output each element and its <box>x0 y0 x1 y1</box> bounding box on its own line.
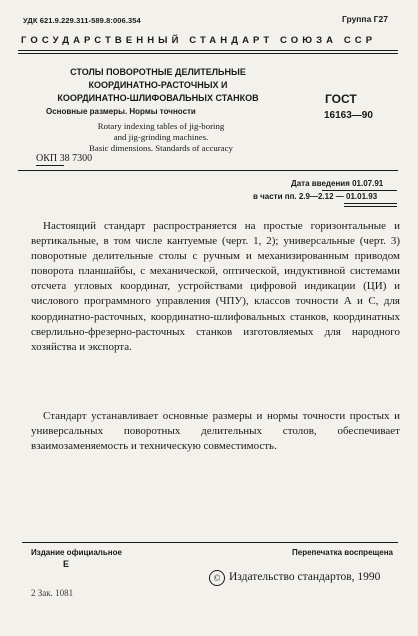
partial-date-double-underline <box>344 206 397 207</box>
partial-date-value: 01.01.93 <box>346 192 378 201</box>
reprint-prohibited-label: Перепечатка воспрещена <box>292 548 393 557</box>
group-code: Группа Г27 <box>342 14 388 24</box>
english-title-line-2: and jig-grinding machines. <box>113 132 209 142</box>
body-paragraph-purpose: Стандарт устанавливает основные размеры и нормы точности простых и универсальных поворотных делительных столов, обеспечивает взаимозаменяемость и техническую совместимость. <box>31 410 400 453</box>
title-line-1: СТОЛЫ ПОВОРОТНЫЕ ДЕЛИТЕЛЬНЫЕ <box>70 67 246 77</box>
introduction-date-label: Дата введения <box>291 179 350 188</box>
header-divider-thin <box>18 53 398 54</box>
footer-divider <box>22 542 398 543</box>
gost-label: ГОСТ <box>325 92 357 106</box>
okp-code: ОКП 38 7300 <box>36 153 93 164</box>
partial-date-label: в части пп. 2.9—2.12 — <box>253 192 344 201</box>
introduction-date-underline <box>322 190 397 191</box>
okp-underline <box>36 165 64 166</box>
body-paragraph-scope: Настоящий стандарт распространяется на простые горизонтальные и вертикальные, в том числе кантуемые (черт. 1, 2); универсальные (черт. 3) поворотные делительные столы с ручным и механизированным приводом поворота планшайбы, с механической, оптической, индуктивной системами отсчета угловых координат, устройствами цифровой индикации (ЦИ) и числового программного управления (ЧПУ), классов точности А и С, для координатно-расточных, координатно-шлифовальных станков, координатных сверлильно-фрезерно-расточных станков изготовляемых для народного хозяйства и экспорта. <box>31 220 400 353</box>
title-line-3: КООРДИНАТНО-ШЛИФОВАЛЬНЫХ СТАНКОВ <box>57 93 259 103</box>
partial-date-underline <box>344 203 397 204</box>
gost-number: 16163—90 <box>324 110 373 121</box>
english-title-line-3: Basic dimensions. Standards of accuracy <box>89 143 233 153</box>
document-subtitle: Основные размеры. Нормы точности <box>46 107 196 116</box>
introduction-date <box>291 179 383 188</box>
header-divider <box>18 50 398 51</box>
title-block-divider <box>18 170 398 171</box>
copyright-icon: © <box>209 570 225 586</box>
edition-letter: Е <box>63 559 70 569</box>
english-title <box>46 121 276 154</box>
copyright-notice <box>209 570 380 586</box>
introduction-date-value: 01.07.91 <box>352 179 384 188</box>
copyright-text: Издательство стандартов, 1990 <box>229 571 381 583</box>
document-title <box>22 66 294 105</box>
english-title-line-1: Rotary indexing tables of jig-boring <box>97 121 225 131</box>
official-edition-label: Издание официальное <box>31 548 122 557</box>
order-number: 2 Зак. 1081 <box>31 588 74 598</box>
udk-code: УДК 621.9.229.311-589.8:006.354 <box>23 16 141 25</box>
title-line-2: КООРДИНАТНО-РАСТОЧНЫХ И <box>88 80 228 90</box>
state-standard-heading: ГОСУДАРСТВЕННЫЙ СТАНДАРТ СОЮЗА ССР <box>21 35 377 46</box>
partial-introduction-date <box>253 192 377 201</box>
